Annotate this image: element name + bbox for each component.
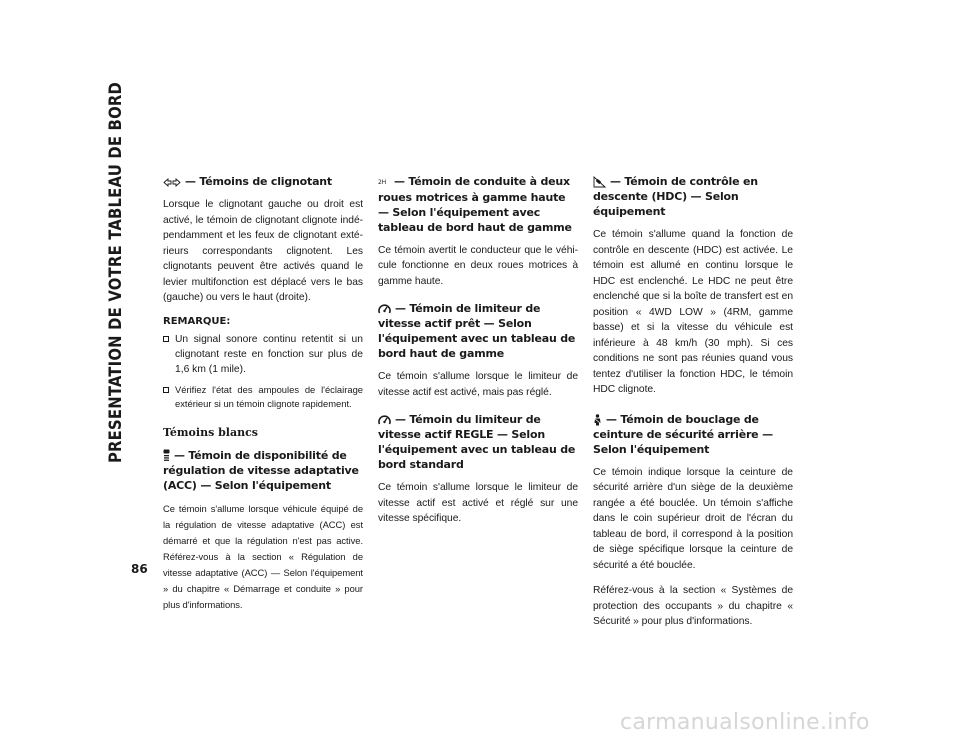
speed-limiter-ready-text: Ce témoin s'allume lorsque le limiteur de vitesse actif est activé, mais pas réglé. bbox=[378, 371, 578, 398]
chapter-side-title bbox=[96, 0, 136, 545]
rear-belt-text: Ce témoin indique lorsque la ceinture de sécurité arrière d'un siège de la deuxième rangée a été bouclée. Un témoin s'affiche dans le coin supérieur droit de l'écran du tableau de bord, il correspond à la position de siège spécifique lorsque la ceinture de sécurité a été bouclée. bbox=[593, 466, 793, 571]
column-2 bbox=[378, 174, 578, 537]
column-1 bbox=[163, 174, 363, 623]
two-wd-heading bbox=[378, 174, 578, 235]
acc-ready-heading-text: — Témoin de disponibilité de régulation de vitesse adaptative (ACC) — Selon l'équipement bbox=[163, 448, 359, 492]
rear-belt-reference: Référez-vous à la section « Systèmes de protection des occupants » du chapitre « Sécurité » pour plus d'informations. bbox=[593, 585, 793, 627]
speed-limiter-set-heading bbox=[378, 412, 578, 472]
speed-limiter-ready-heading bbox=[378, 301, 578, 361]
rear-belt-heading bbox=[593, 412, 793, 457]
speed-limiter-set-heading-text: — Témoin du limiteur de vitesse actif REGLE — Selon l'équipement avec un tableau de bord standard bbox=[378, 413, 576, 471]
speed-limiter-ready-heading-text: — Témoin de limiteur de vitesse actif prêt — Selon l'équipement avec un tableau de bord haut de gamme bbox=[378, 302, 576, 360]
hdc-heading-text: — Témoin de contrôle en descente (HDC) — Selon équipement bbox=[593, 175, 758, 218]
rear-belt-heading-text: — Témoin de bouclage de ceinture de sécurité arrière — Selon l'équipement bbox=[593, 412, 773, 456]
acc-ready-heading bbox=[163, 448, 363, 493]
watermark: carmanualsonline.info bbox=[620, 710, 870, 735]
acc-ready-text: Ce témoin s'allume lorsque véhicule équipé de la régulation de vitesse adaptative (ACC) est démarré et que la régulation n'est pas active. Référez-vous à la section « Régulation de vitesse adaptative (ACC) — Selon l'équipement » du chapitre « Démarrage et conduite » pour plus d'informations. bbox=[163, 502, 363, 610]
column-3 bbox=[593, 174, 793, 640]
speed-limiter-set-text: Ce témoin s'allume lorsque le limiteur de vitesse actif est activé et réglé sur une vitesse spécifique. bbox=[378, 482, 578, 524]
speed-limiter-set-icon bbox=[378, 415, 391, 426]
hdc-text: Ce témoin s'allume quand la fonction de contrôle en descente (HDC) est activée. Le témoin est allumé en continu lorsque le HDC est enclenché. Le HDC ne peut être enclenché que si la boîte de transfert est en position « 4WD LOW » (4RM, gamme basse) et si la vitesse du véhicule est inférieure à 48 km/h (30 mph). Si ces conditions ne sont pas réunies quand vous tentez d'utiliser la fonction HDC, le témoin HDC clignote. bbox=[593, 229, 793, 395]
note-item: Vérifiez l'état des ampoules de l'éclairage extérieur si un témoin clignote rapidement. bbox=[163, 383, 363, 411]
acc-car-icon bbox=[163, 449, 170, 462]
two-wd-heading-text: — Témoin de conduite à deux roues motrices à gamme haute — Selon l'équipement avec tableau de bord haut de gamme bbox=[378, 175, 572, 234]
square-bullet-icon bbox=[163, 336, 169, 342]
page-number: 86 bbox=[131, 562, 148, 576]
white-indicators-heading: Témoins blancs bbox=[163, 425, 258, 439]
two-wd-text: Ce témoin avertit le conducteur que le véhi-cule fonctionne en deux roues motrices à gamme haute. bbox=[378, 244, 578, 287]
turn-signal-text: Lorsque le clignotant gauche ou droit est activé, le témoin de clignotant clignote indé-pendamment et les feux de clignotant exté-rieurs correspondants clignotent. Les clignotants peuvent être activés quand le levier multifonction est déplacé vers le bas (gauche) ou vers le haut (droite). bbox=[163, 199, 363, 303]
turn-signal-heading bbox=[163, 174, 363, 189]
turn-signal-heading-text: — Témoins de clignotant bbox=[185, 175, 332, 188]
square-bullet-icon bbox=[163, 387, 169, 393]
two-wd-high-icon: 2H bbox=[378, 178, 386, 186]
turn-signal-arrows-icon bbox=[163, 178, 181, 187]
hdc-heading bbox=[593, 174, 793, 219]
seatbelt-person-icon bbox=[593, 414, 602, 426]
note-label: REMARQUE: bbox=[163, 315, 231, 327]
speed-limiter-icon bbox=[378, 304, 391, 315]
note-item: Un signal sonore continu retentit si un clignotant reste en fonction sur plus de 1,6 km (1 mile). bbox=[163, 332, 363, 377]
hill-descent-icon bbox=[593, 176, 606, 188]
chapter-side-title-text: PRESENTATION DE VOTRE TABLEAU DE BORD bbox=[106, 81, 126, 464]
note-list bbox=[163, 332, 363, 411]
